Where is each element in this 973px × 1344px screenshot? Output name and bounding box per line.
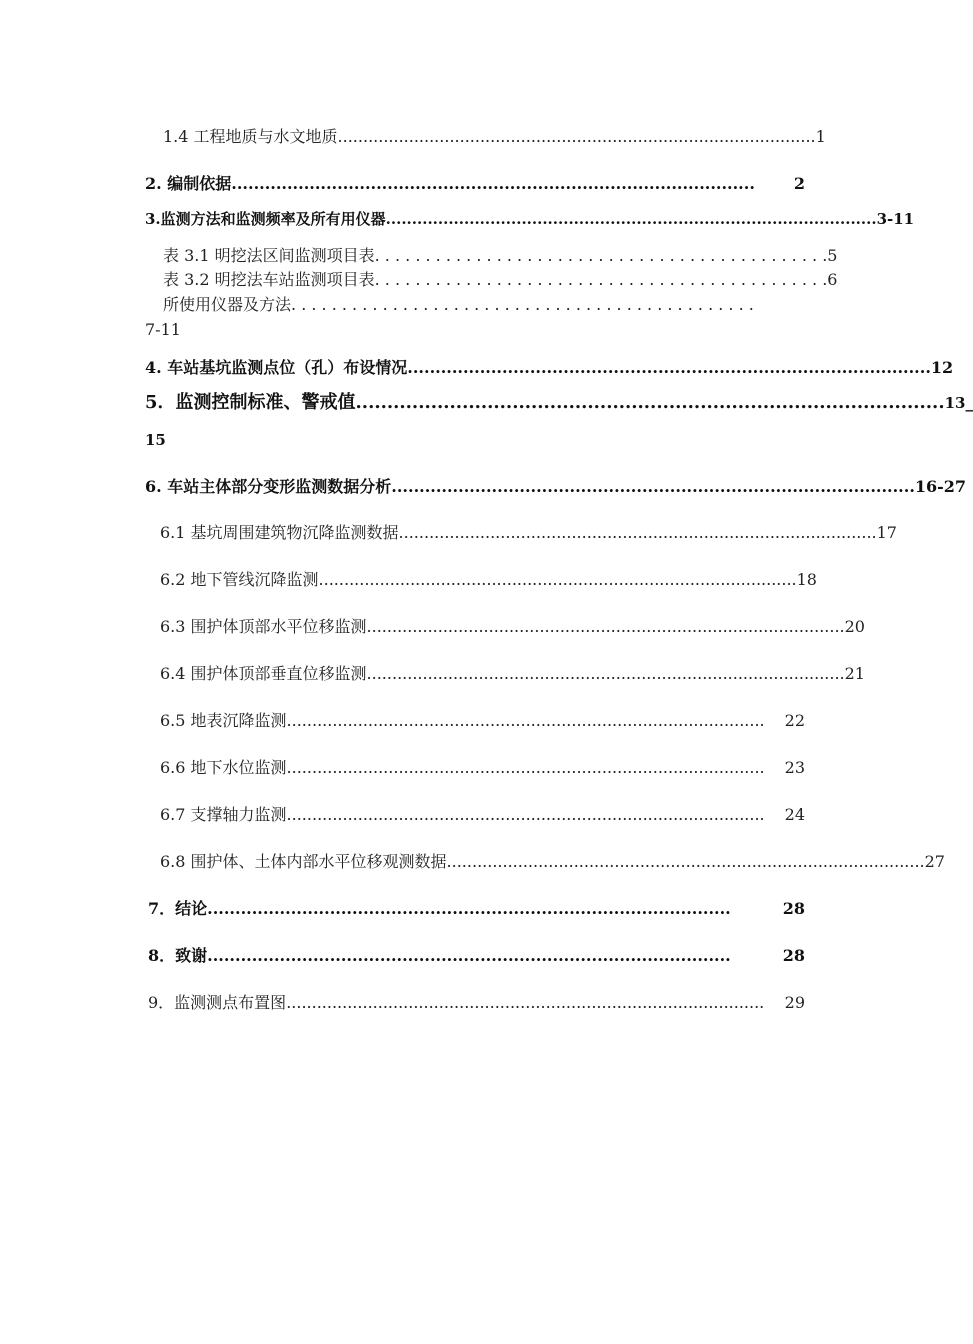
toc-entry-leader: .............................................................................................. — [391, 477, 915, 496]
toc-entry[interactable] — [160, 523, 897, 543]
toc-entry[interactable] — [163, 295, 805, 315]
toc-entry-page: 24 — [784, 805, 805, 824]
toc-entry-label: 6.4 围护体顶部垂直位移监测 — [160, 664, 367, 683]
toc-entry-label: 6. 车站主体部分变形监测数据分析 — [145, 477, 392, 496]
toc-entry-page: 5 — [827, 246, 838, 265]
toc-entry-page: 17 — [876, 523, 897, 542]
toc-entry-leader: .............................................................................................. — [286, 993, 765, 1012]
toc-entry-label: 6.1 基坑周围建筑物沉降监测数据 — [160, 523, 399, 542]
toc-entry-page: 15 — [145, 431, 166, 449]
toc-entry-page: 21 — [844, 664, 865, 683]
toc-entry-page: 18 — [796, 570, 817, 589]
toc-entry-label: 5．监测控制标准、警戒值 — [145, 392, 356, 413]
toc-entry-page: 27 — [924, 852, 945, 871]
toc-entry-page: 1 — [815, 127, 826, 146]
toc-entry-label: 6.3 围护体顶部水平位移监测 — [160, 617, 367, 636]
toc-entry-page: 28 — [782, 946, 805, 965]
toc-entry[interactable] — [163, 246, 838, 266]
toc-entry[interactable] — [160, 805, 805, 825]
toc-entry-label: 6.8 围护体、土体内部水平位移观测数据 — [160, 852, 447, 871]
toc-entry-page: 3-11 — [876, 210, 915, 228]
toc-entry[interactable] — [148, 899, 805, 919]
toc-entry-leader: .............................................................................................. — [337, 127, 816, 146]
toc-entry[interactable] — [160, 570, 817, 590]
toc-entry-page: 20 — [844, 617, 865, 636]
toc-entry-leader: .............................................................................................. — [407, 358, 931, 377]
toc-entry-page: 22 — [784, 711, 805, 730]
toc-entry-label: 3.监测方法和监测频率及所有用仪器 — [145, 210, 386, 228]
toc-entry-label: 6.5 地表沉降监测 — [160, 711, 287, 730]
toc-entry[interactable] — [160, 758, 805, 778]
toc-entry-label: 8．致谢 — [148, 946, 208, 965]
toc-entry-leader: .............................................................................................. — [355, 392, 945, 413]
toc-entry[interactable] — [160, 617, 865, 637]
toc-entry-leader: . . . . . . . . . . . . . . . . . . . . . . . . . . . . . . . . . . . . . . . . . . . . . — [374, 246, 828, 265]
toc-entry-page: 7-11 — [145, 320, 181, 339]
toc-entry-label: 6.6 地下水位监测 — [160, 758, 287, 777]
toc-entry-page: 16-27 — [914, 477, 967, 496]
toc-entry-page: 23 — [784, 758, 805, 777]
toc-entry[interactable] — [145, 358, 954, 378]
toc-entry[interactable] — [163, 127, 826, 147]
toc-entry[interactable] — [145, 392, 973, 413]
toc-entry-page: 13_ — [944, 394, 973, 412]
toc-entry-label: 1.4 工程地质与水文地质 — [163, 127, 338, 146]
toc-entry-leader: .............................................................................................. — [446, 852, 925, 871]
toc-entry[interactable] — [148, 946, 805, 966]
toc-entry-leader: .............................................................................................. — [366, 664, 845, 683]
toc-entry-leader: .............................................................................................. — [286, 711, 765, 730]
toc-entry-page: 28 — [782, 899, 805, 918]
toc-entry-leader: .............................................................................................. — [207, 946, 731, 965]
toc-entry-label: 4. 车站基坑监测点位（孔）布设情况 — [145, 358, 408, 377]
toc-entry-label: 2. 编制依据 — [145, 174, 232, 193]
toc-entry-page: 12 — [930, 358, 954, 377]
toc-entry[interactable] — [145, 477, 967, 497]
toc-entry-leader: .............................................................................................. — [286, 758, 765, 777]
toc-entry-label: 表 3.2 明挖法车站监测项目表 — [163, 270, 375, 289]
toc-entry-label: 9．监测测点布置图 — [148, 993, 287, 1012]
toc-entry-leader: . . . . . . . . . . . . . . . . . . . . . . . . . . . . . . . . . . . . . . . . . . . . . — [374, 270, 828, 289]
toc-entry-label: 6.7 支撑轴力监测 — [160, 805, 287, 824]
toc-entry-leader: .............................................................................................. — [207, 899, 731, 918]
toc-entry-label: 6.2 地下管线沉降监测 — [160, 570, 319, 589]
toc-entry-label: 所使用仪器及方法 — [163, 295, 292, 314]
toc-entry-label: 7．结论 — [148, 899, 208, 918]
toc-entry-page: 2 — [793, 174, 805, 193]
toc-entry[interactable] — [160, 711, 805, 731]
toc-entry[interactable] — [163, 270, 838, 290]
toc-entry-leader: .............................................................................................. — [385, 210, 877, 228]
toc-entry[interactable] — [148, 993, 805, 1013]
toc-entry-leader: .............................................................................................. — [366, 617, 845, 636]
toc-entry-page: 6 — [827, 270, 838, 289]
toc-entry[interactable] — [160, 852, 945, 872]
toc-entry-leader: . . . . . . . . . . . . . . . . . . . . . . . . . . . . . . . . . . . . . . . . . . . . . . — [291, 295, 754, 314]
toc-entry-leader: .............................................................................................. — [398, 523, 877, 542]
toc-entry-leader: .............................................................................................. — [286, 805, 765, 824]
toc-entry[interactable] — [160, 664, 865, 684]
toc-entry-leader: .............................................................................................. — [318, 570, 797, 589]
toc-entry-leader: .............................................................................................. — [231, 174, 755, 193]
toc-entry[interactable] — [145, 174, 805, 194]
toc-entry-page: 29 — [784, 993, 805, 1012]
toc-entry-label: 表 3.1 明挖法区间监测项目表 — [163, 246, 375, 265]
toc-entry[interactable] — [145, 209, 915, 229]
